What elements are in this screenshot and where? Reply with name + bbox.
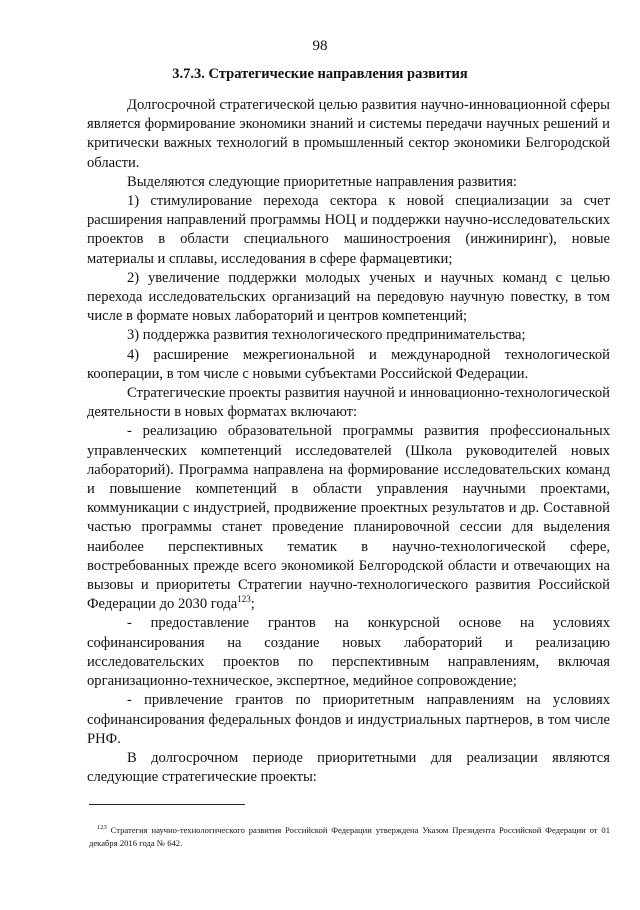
section-heading: 3.7.3. Стратегические направления развития — [172, 66, 468, 82]
footnote-reference[interactable]: 123 — [237, 594, 251, 605]
footnote-divider — [89, 804, 245, 805]
footnote-marker: 123 — [97, 824, 107, 832]
paragraph: В долгосрочном периоде приоритетными для реализации являются следующие стратегические проекты: — [87, 749, 610, 786]
list-item-tail: ; — [250, 596, 255, 613]
list-item — [87, 422, 610, 614]
list-item: 1) стимулирование перехода сектора к новой специализации за счет расширения направлений программы НОЦ и поддержки научно-исследовательских проектов в области специального машиностроения (инжиниринг), новые материалы и сплавы, исследования в сфере фармацевтики; — [87, 193, 610, 267]
body-text — [87, 96, 610, 787]
list-item-text: - реализацию образовательной программы развития профессиональных управленческих компетенций исследователей (Школа руководителей новых лабораторий). Программа направлена на формирование исследовательских команд и повышение компетенций в области управления научными проектами, коммуникации с индустрией, продвижение проектных результатов и др. Составной частью программы станет проведение планировочной сессии для выделения наиболее перспективных тематик в научно-технологической сфере, востребованных прежде всего экономикой Белгородской области и отвечающих на вызовы и приоритеты Стратегии научно-технологического развития Российской Федерации до 2030 года — [87, 423, 610, 613]
paragraph: Стратегические проекты развития научной и инновационно-технологической деятельности в новых форматах включают: — [87, 385, 610, 421]
list-item: - предоставление грантов на конкурсной основе на условиях софинансирования на создание новых лабораторий и реализацию исследовательских проектов по перспективным направлениям, включая организационно-техническое, экспертное, медийное сопровождение; — [87, 615, 610, 690]
list-item: - привлечение грантов по приоритетным направлениям на условиях софинансирования федеральных фондов и индустриальных партнеров, в том числе РНФ. — [87, 692, 610, 747]
footnote-text: Стратегия научно-технологического развития Российской Федерации утверждена Указом Президента Российской Федерации от 01 декабря 2016 года № 642. — [89, 825, 610, 848]
page-number: 98 — [312, 38, 328, 54]
paragraph: Долгосрочной стратегической целью развития научно-инновационной сферы является формирование экономики знаний и системы передачи научных решений и критически важных технологий в промышленный сектор экономики Белгородской области. — [87, 97, 610, 171]
list-item: 2) увеличение поддержки молодых ученых и научных команд с целью перехода исследовательских организаций на передовую научную повестку, в том числе в формате новых лабораторий и центров компетенций; — [87, 269, 610, 325]
list-item: 4) расширение межрегиональной и международной технологической кооперации, в том числе с новыми субъектами Российской Федерации. — [87, 346, 610, 382]
paragraph: Выделяются следующие приоритетные направления развития: — [127, 173, 517, 190]
footnote — [89, 824, 610, 849]
list-item: 3) поддержка развития технологического предпринимательства; — [127, 327, 526, 344]
